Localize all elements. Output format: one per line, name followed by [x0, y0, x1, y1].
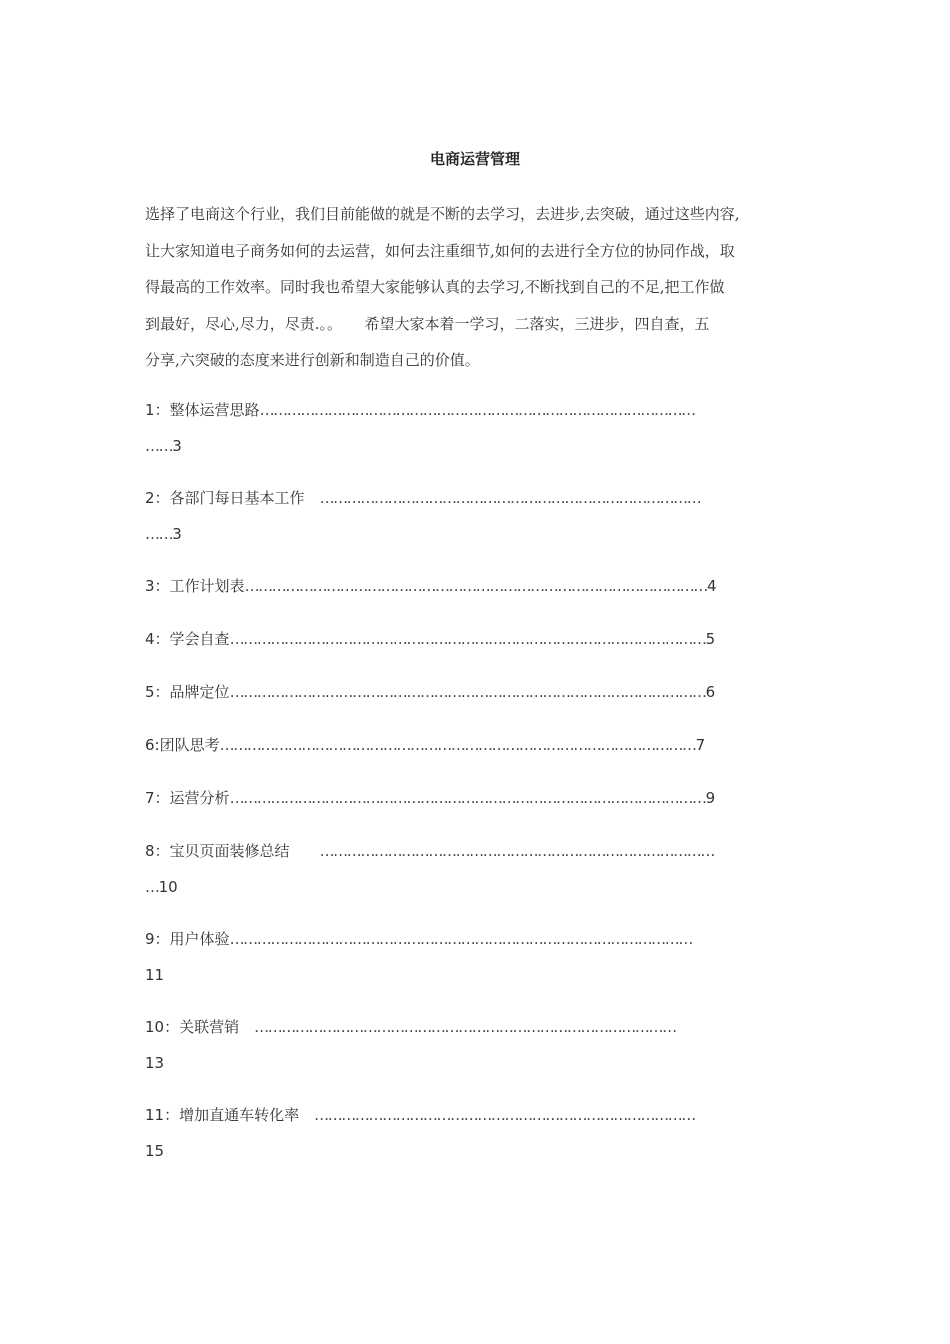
toc-entry-label: 品牌定位	[169, 683, 230, 701]
toc-entry-number: 2：	[145, 489, 170, 507]
toc-entry[interactable]	[145, 921, 825, 1009]
toc-entry-line	[145, 1045, 825, 1081]
intro-line: 得最高的工作效率。同时我也希望大家能够认真的去学习,不断找到自己的不足,把工作做	[145, 278, 725, 296]
toc-entry-line	[145, 833, 825, 869]
toc-page-number: 10	[158, 878, 178, 896]
toc-leader-dots: ……	[145, 525, 173, 543]
toc-page-number: 3	[172, 437, 182, 455]
toc-entry-label: 宝贝页面装修总结	[169, 842, 320, 860]
intro-line: 选择了电商这个行业，我们目前能做的就是不断的去学习，去进步,去突破，通过这些内容,	[145, 205, 740, 223]
toc-page-number: 5	[705, 630, 716, 648]
toc-page-number: 7	[695, 736, 706, 754]
page-title: 电商运营管理	[429, 150, 520, 168]
toc-leader-dots: ……………………………………………………………………………………………	[229, 683, 706, 701]
toc-entry-line	[145, 957, 825, 993]
toc-entry[interactable]	[145, 621, 825, 674]
toc-entry-label: 用户体验	[169, 930, 230, 948]
toc-entry-number: 11：	[145, 1106, 180, 1124]
toc-leader-dots: …	[145, 878, 159, 896]
toc-entry[interactable]	[145, 568, 825, 621]
intro-line: 让大家知道电子商务如何的去运营，如何去注重细节,如何的去进行全方位的协同作战，取	[145, 241, 735, 260]
toc-entry-line	[145, 568, 825, 604]
toc-page-number: 13	[145, 1054, 165, 1072]
toc-leader-dots: …………………………………………………………………………………………	[229, 930, 692, 948]
toc-leader-dots: ……………………………………………………………………………………………	[219, 736, 696, 754]
toc-entry-number: 5：	[145, 683, 170, 701]
toc-entry-number: 6:	[145, 736, 160, 754]
toc-entry-line	[145, 392, 825, 428]
toc-entry-label: 学会自查	[169, 630, 230, 648]
toc-entry-number: 3：	[145, 577, 170, 595]
toc-entry-label: 增加直通车转化率	[179, 1106, 315, 1124]
toc-page-number: 15	[145, 1142, 165, 1160]
toc-entry-line	[145, 921, 825, 957]
toc-leader-dots: …………………………………………………………………………………	[254, 1018, 676, 1036]
toc-page-number: 9	[705, 789, 716, 807]
toc-entry-line	[145, 1133, 825, 1169]
toc-leader-dots: …………………………………………………………………………………………	[244, 577, 707, 595]
toc-entry-line	[145, 516, 825, 552]
toc-entry-line	[145, 480, 825, 516]
toc-entry-label: 关联营销	[179, 1018, 255, 1036]
toc-leader-dots: ……………………………………………………………………………………	[259, 401, 695, 419]
toc-entry-line	[145, 869, 825, 905]
toc-entry-number: 4：	[145, 630, 170, 648]
toc-page-number: 4	[706, 577, 717, 595]
table-of-contents	[145, 392, 825, 1185]
toc-entry[interactable]	[145, 1009, 825, 1097]
toc-entry-number: 1：	[145, 401, 170, 419]
toc-entry-line	[145, 1097, 825, 1133]
toc-leader-dots: …………………………………………………………………………	[314, 1106, 695, 1124]
toc-page-number: 6	[705, 683, 716, 701]
toc-entry-number: 7：	[145, 789, 170, 807]
toc-entry[interactable]	[145, 1097, 825, 1185]
intro-line: 到最好，尽心,尽力，尽责.。。 希望大家本着一学习，二落实，三进步，四自查，五	[145, 314, 710, 333]
toc-page-number: 3	[172, 525, 182, 543]
toc-entry-label: 各部门每日基本工作	[169, 489, 320, 507]
toc-leader-dots: ……………………………………………………………………………………………	[229, 789, 706, 807]
toc-entry-line	[145, 674, 825, 710]
toc-entry-number: 9：	[145, 930, 170, 948]
toc-entry-line	[145, 780, 825, 816]
toc-entry-label: 工作计划表	[169, 577, 245, 595]
toc-entry-number: 10：	[145, 1018, 180, 1036]
toc-entry-label: 整体运营思路	[169, 401, 260, 419]
toc-leader-dots: ……	[145, 437, 173, 455]
toc-entry-line	[145, 428, 825, 464]
toc-entry-line	[145, 621, 825, 657]
toc-entry[interactable]	[145, 727, 825, 780]
toc-entry-label: 运营分析	[169, 789, 230, 807]
toc-entry-line	[145, 727, 825, 763]
toc-leader-dots: ……………………………………………………………………………	[319, 842, 714, 860]
toc-entry[interactable]	[145, 833, 825, 921]
toc-entry[interactable]	[145, 480, 825, 568]
toc-leader-dots: ……………………………………………………………………………………………	[229, 630, 706, 648]
intro-line: 分享,六突破的态度来进行创新和制造自己的价值。	[145, 351, 480, 369]
toc-entry-line	[145, 1009, 825, 1045]
toc-page-number: 11	[145, 966, 165, 984]
toc-entry[interactable]	[145, 392, 825, 480]
toc-entry[interactable]	[145, 780, 825, 833]
intro-paragraph	[145, 196, 825, 379]
toc-entry-label: 团队思考	[159, 736, 220, 754]
toc-leader-dots: …………………………………………………………………………	[319, 489, 701, 507]
toc-entry[interactable]	[145, 674, 825, 727]
toc-entry-number: 8：	[145, 842, 170, 860]
